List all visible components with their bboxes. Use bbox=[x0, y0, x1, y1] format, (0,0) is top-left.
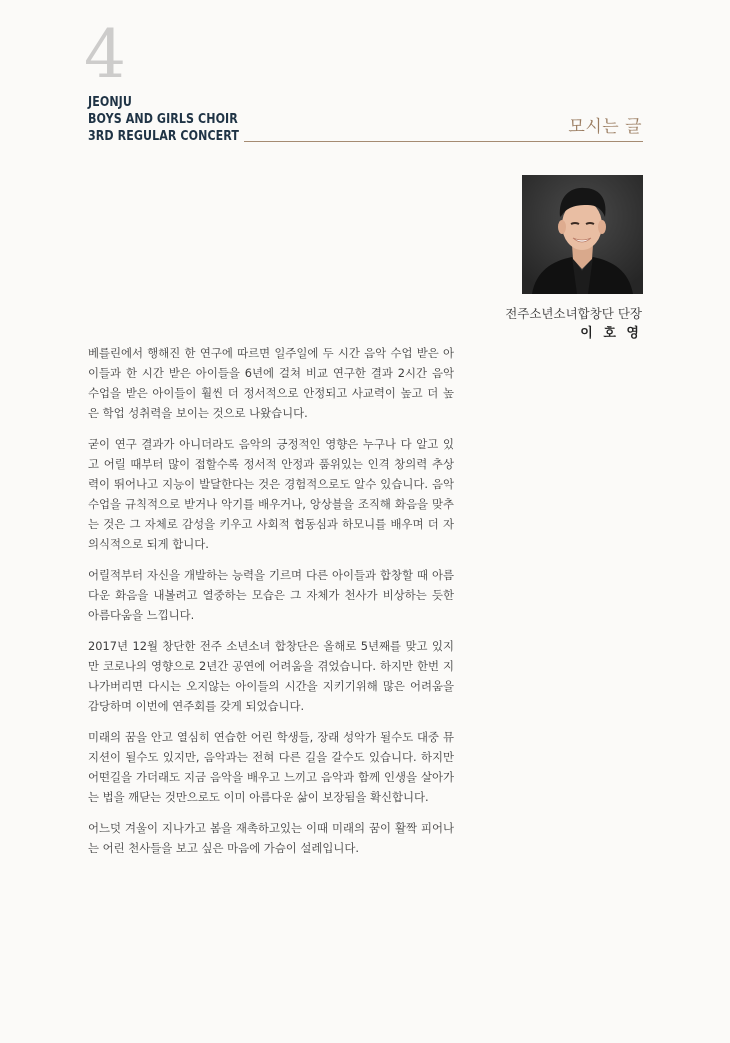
paragraph: 굳이 연구 결과가 아니더라도 음악의 긍정적인 영향은 누구나 다 알고 있고 어릴 때부터 많이 접할수록 정서적 안정과 품위있는 인격 창의력 추상력이 뛰어나고 지능이 발달한다는 것은 경험적으로도 알수 있습니다. 음악수업을 규칙적으로 받거나 악기를 배우거나, 앙상블을 조직해 화음을 맞추는 것은 그 자체로 감성을 키우고 사회적 협동심과 하모니를 배우며 더 자의식적으로 되게 합니다. bbox=[88, 437, 454, 551]
paragraph: 어느덧 겨울이 지나가고 봄을 재촉하고있는 이때 미래의 꿈이 활짝 피어나는 어린 천사들을 보고 싶은 마음에 가슴이 설레입니다. bbox=[88, 821, 454, 855]
paragraph: 어릴적부터 자신을 개발하는 능력을 기르며 다른 아이들과 합창할 때 아름다운 화음을 내볼려고 열중하는 모습은 그 자체가 천사가 비상하는 듯한 아름다움을 느낍니다. bbox=[88, 568, 454, 622]
letter-body bbox=[88, 343, 454, 869]
concert-title-line-3: 3RD REGULAR CONCERT bbox=[88, 128, 240, 144]
concert-title-line-2: BOYS AND GIRLS CHOIR bbox=[88, 111, 238, 127]
concert-title-line-1: JEONJU bbox=[88, 94, 132, 110]
author-portrait bbox=[522, 175, 643, 294]
author-role: 전주소년소녀합창단 단장 bbox=[505, 306, 642, 321]
page-number: 4 bbox=[84, 16, 126, 93]
paragraph: 베를린에서 행해진 한 연구에 따르면 일주일에 두 시간 음악 수업 받은 아이들과 한 시간 받은 아이들을 6년에 걸쳐 비교 연구한 결과 2시간 음악 수업을 받은 아이들이 훨씬 더 정서적으로 안정되고 사교력이 높고 더 높은 학업 성취력을 보이는 것으로 나왔습니다. bbox=[88, 346, 454, 420]
author-name: 이 호 영 bbox=[580, 326, 642, 341]
header-divider bbox=[244, 141, 643, 142]
concert-title bbox=[88, 94, 239, 145]
section-title: 모시는 글 bbox=[568, 117, 642, 137]
portrait-photo-icon bbox=[522, 175, 643, 294]
paragraph: 미래의 꿈을 안고 열심히 연습한 어린 학생들, 장래 성악가 될수도 대중 뮤지션이 될수도 있지만, 음악과는 전혀 다른 길을 갈수도 있습니다. 하지만 어떤길을 가더래도 지금 음악을 배우고 느끼고 음악과 함께 인생을 살아가는 법을 깨닫는 것만으로도 이미 아름다운 삶이 보장됨을 확신합니다. bbox=[88, 730, 454, 804]
paragraph: 2017년 12월 창단한 전주 소년소녀 합창단은 올해로 5년째를 맞고 있지만 코로나의 영향으로 2년간 공연에 어려움을 겪었습니다. 하지만 한번 지나가버리면 다시는 오지않는 아이들의 시간을 지키기위해 많은 어려움을 감당하며 이번에 연주회를 갖게 되었습니다. bbox=[88, 639, 454, 713]
